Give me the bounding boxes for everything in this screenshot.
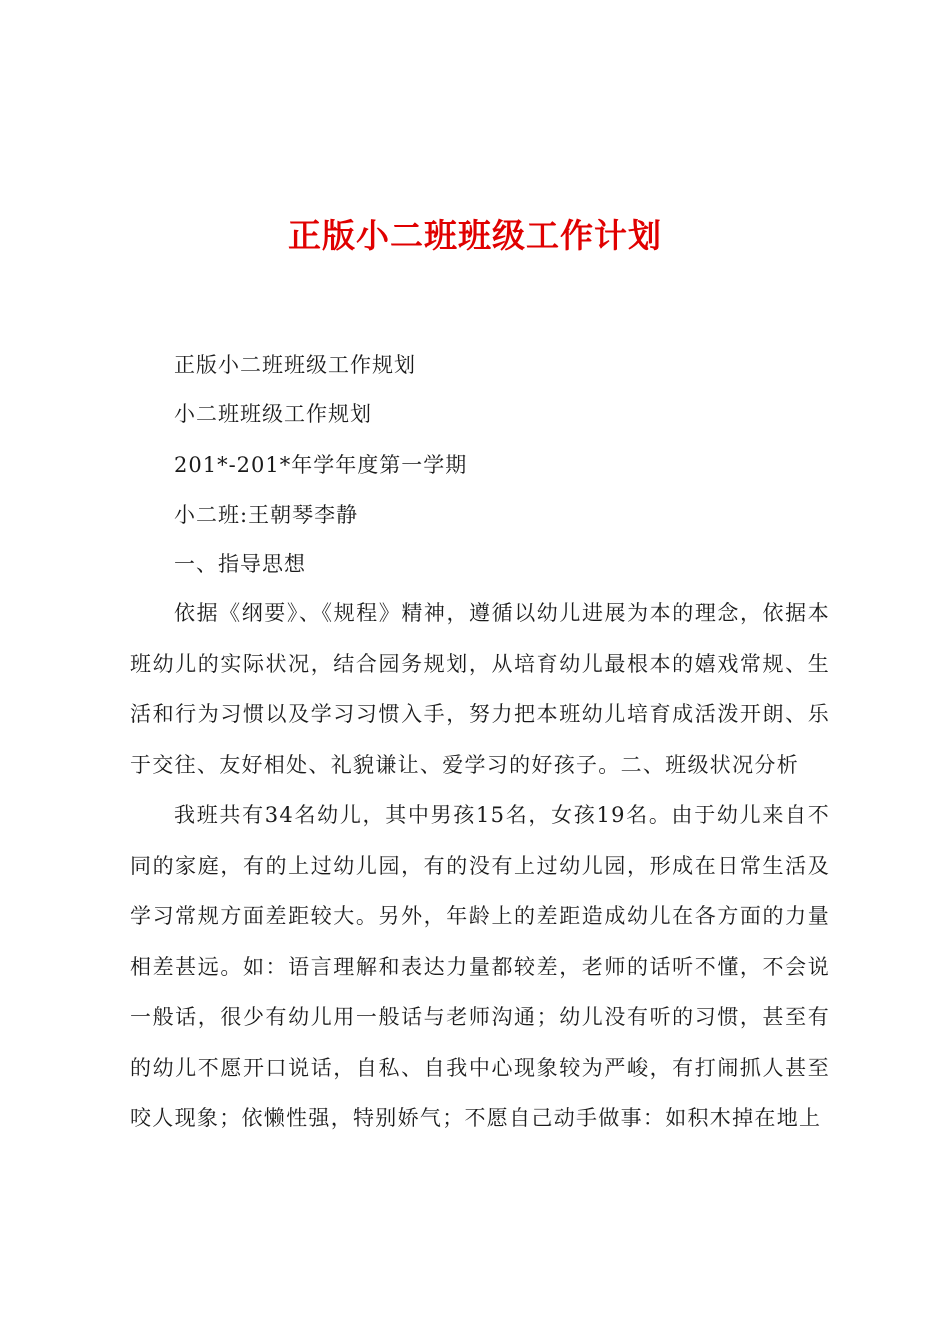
subtitle-line: 正版小二班班级工作规划 [174,353,416,377]
paragraph-guiding-thought: 依据《纲要》、《规程》精神，遵循以幼儿进展为本的理念，依据本班幼儿的实际状况，结合园务规划，从培育幼儿最根本的嬉戏常规、生活和行为习惯以及学习习惯入手，努力把本班幼儿培育成活泼开朗、乐于交往、友好相处、礼貌谦让、爱学习的好孩子。二、班级状况分析 [130,601,830,777]
paragraph-class-analysis: 我班共有34名幼儿，其中男孩15名，女孩19名。由于幼儿来自不同的家庭，有的上过幼儿园，有的没有上过幼儿园，形成在日常生活及学习常规方面差距较大。另外，年龄上的差距造成幼儿在各方面的力量相差甚远。如：语言理解和表达力量都较差，老师的话听不懂，不会说一般话，很少有幼儿用一般话与老师沟通；幼儿没有听的习惯，甚至有的幼儿不愿开口说话，自私、自我中心现象较为严峻，有打闹抓人甚至咬人现象；依懒性强，特别娇气；不愿自己动手做事：如积木掉在地上 [130,803,830,1130]
plan-name-line: 小二班班级工作规划 [174,402,372,426]
semester-line: 201*-201*年学年度第一学期 [174,453,468,477]
section-heading-guiding-thought: 一、指导思想 [174,552,306,576]
teachers-line: 小二班:王朝琴李静 [174,503,359,527]
document-title: 正版小二班班级工作计划 [288,216,662,255]
